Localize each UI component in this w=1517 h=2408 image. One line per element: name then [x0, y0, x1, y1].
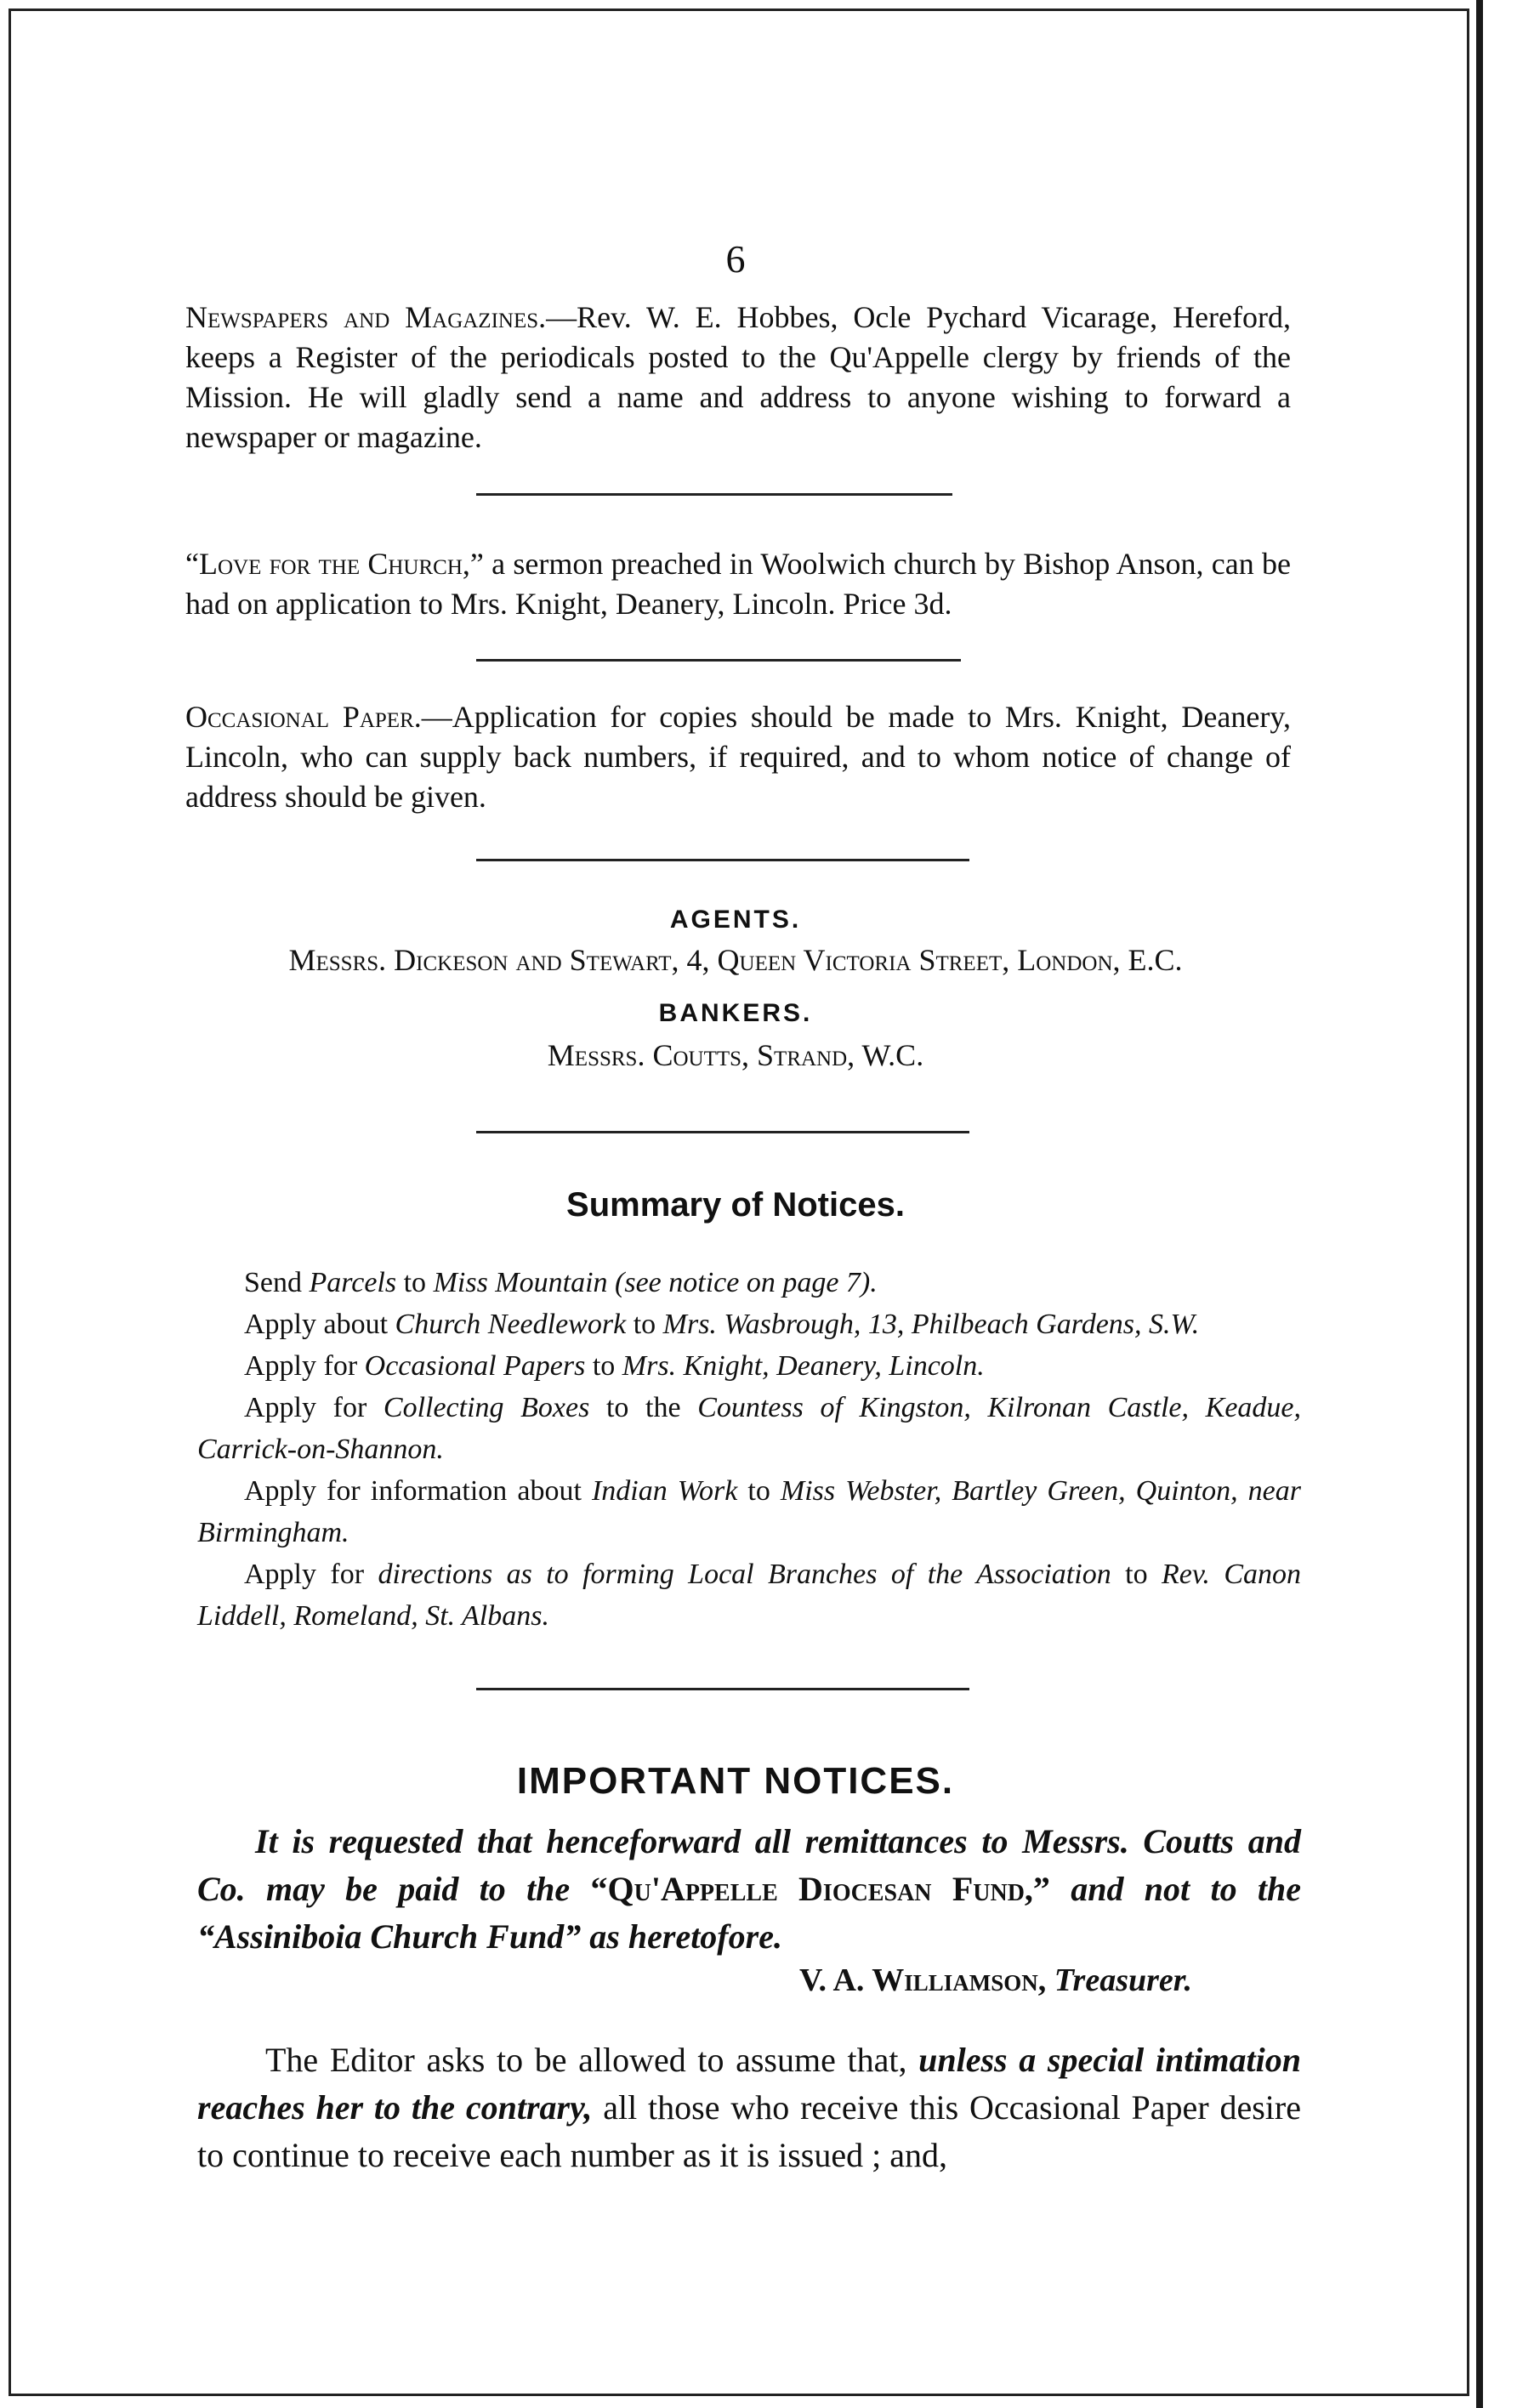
- item-contact: Rev. Canon Liddell, Romeland, St. Albans.: [197, 1559, 1301, 1632]
- divider: [476, 659, 961, 662]
- divider: [476, 1131, 969, 1133]
- page-number: 6: [725, 237, 746, 281]
- item-contact: Miss Webster, Bartley Green, Quinton, near Birmingham.: [197, 1475, 1301, 1548]
- list-item: [197, 1262, 1301, 1303]
- item-subject: directions as to forming Local Branches of the Association: [378, 1559, 1111, 1590]
- item-text: to: [737, 1475, 781, 1507]
- item-contact: Mrs. Wasbrough, 13, Philbeach Gardens, S.W.: [662, 1309, 1200, 1340]
- item-text: Apply about: [244, 1309, 395, 1340]
- editor-text: all those who receive this Occasional Paper desire to continue to receive each number as it is issued ; and,: [197, 2088, 1301, 2174]
- remit-fund-name: “Qu'Appelle Diocesan Fund,”: [570, 1870, 1071, 1908]
- newspapers-text: —Rev. W. E. Hobbes, Ocle Pychard Vicarage, Hereford, keeps a Register of the periodicals posted to the Qu'Appelle clergy by friends of the Mission. He will gladly send a name and address to anyone wishing to forward a newspaper or magazine.: [185, 300, 1291, 454]
- list-item: [197, 1303, 1301, 1345]
- divider: [476, 493, 952, 496]
- divider: [476, 1688, 969, 1690]
- page-edge-shadow: [1476, 0, 1483, 2408]
- item-text: Apply for information about: [244, 1475, 592, 1507]
- treasurer-title: Treasurer.: [1054, 1962, 1192, 1998]
- item-subject: Parcels: [309, 1267, 397, 1298]
- editor-emphasis: unless a special intimation reaches her to the contrary,: [197, 2041, 1301, 2127]
- summary-title: Summary of Notices.: [566, 1186, 905, 1224]
- summary-list: [197, 1262, 1301, 1637]
- bankers-line: Messrs. Coutts, Strand, W.C.: [547, 1038, 924, 1072]
- remit-text: It is requested that henceforward all remittances to Messrs. Coutts and Co. may be paid to the: [197, 1822, 1301, 1908]
- sermon-title: “Love for the Church,”: [185, 547, 484, 581]
- newspapers-notice: [185, 298, 1291, 457]
- item-text: to: [1111, 1559, 1162, 1590]
- treasurer-signature: [799, 1962, 1192, 1999]
- remittance-notice: [197, 1818, 1301, 1961]
- item-subject: Occasional Papers: [364, 1350, 586, 1382]
- occasional-lead: Occasional Paper.: [185, 700, 422, 734]
- remit-text: and not to the “Assiniboia Church Fund” as heretofore.: [197, 1870, 1301, 1956]
- item-subject: Collecting Boxes: [383, 1392, 590, 1423]
- item-text: Send: [244, 1267, 310, 1298]
- editor-notice: [197, 2036, 1301, 2179]
- important-notices-title: IMPORTANT NOTICES.: [516, 1760, 955, 1802]
- sermon-text: a sermon preached in Woolwich church by Bishop Anson, can be had on application to Mrs. Knight, Deanery, Lincoln. Price 3d.: [185, 547, 1291, 621]
- item-text: to the: [589, 1392, 698, 1423]
- item-contact: Miss Mountain (see notice on page 7).: [433, 1267, 878, 1298]
- occasional-text: —Application for copies should be made to Mrs. Knight, Deanery, Lincoln, who can supply back numbers, if required, and to whom notice of change of address should be given.: [185, 700, 1291, 814]
- list-item: [197, 1553, 1301, 1637]
- item-text: Apply for: [244, 1559, 378, 1590]
- item-text: Apply for: [244, 1392, 384, 1423]
- item-text: to: [626, 1309, 663, 1340]
- item-subject: Church Needlework: [395, 1309, 627, 1340]
- sermon-notice: [185, 544, 1291, 624]
- page-margin: [1483, 0, 1517, 2408]
- divider: [476, 859, 969, 861]
- item-contact: Countess of Kingston, Kilronan Castle, Keadue, Carrick-on-Shannon.: [197, 1392, 1302, 1465]
- item-text: to: [396, 1267, 434, 1298]
- editor-text: The Editor asks to be allowed to assume that,: [265, 2041, 919, 2079]
- item-subject: Indian Work: [591, 1475, 738, 1507]
- occasional-paper-notice: [185, 697, 1291, 817]
- bankers-heading: BANKERS.: [658, 999, 813, 1027]
- list-item: [197, 1387, 1301, 1470]
- newspapers-lead: Newspapers and Magazines.: [185, 300, 547, 334]
- item-text: to: [585, 1350, 622, 1382]
- list-item: [197, 1345, 1301, 1387]
- item-contact: Mrs. Knight, Deanery, Lincoln.: [622, 1350, 985, 1382]
- agents-line: Messrs. Dickeson and Stewart, 4, Queen Victoria Street, London, E.C.: [288, 943, 1183, 977]
- agents-heading: AGENTS.: [669, 906, 802, 934]
- item-text: Apply for: [244, 1350, 365, 1382]
- treasurer-name: V. A. Williamson,: [799, 1962, 1054, 1998]
- list-item: [197, 1470, 1301, 1553]
